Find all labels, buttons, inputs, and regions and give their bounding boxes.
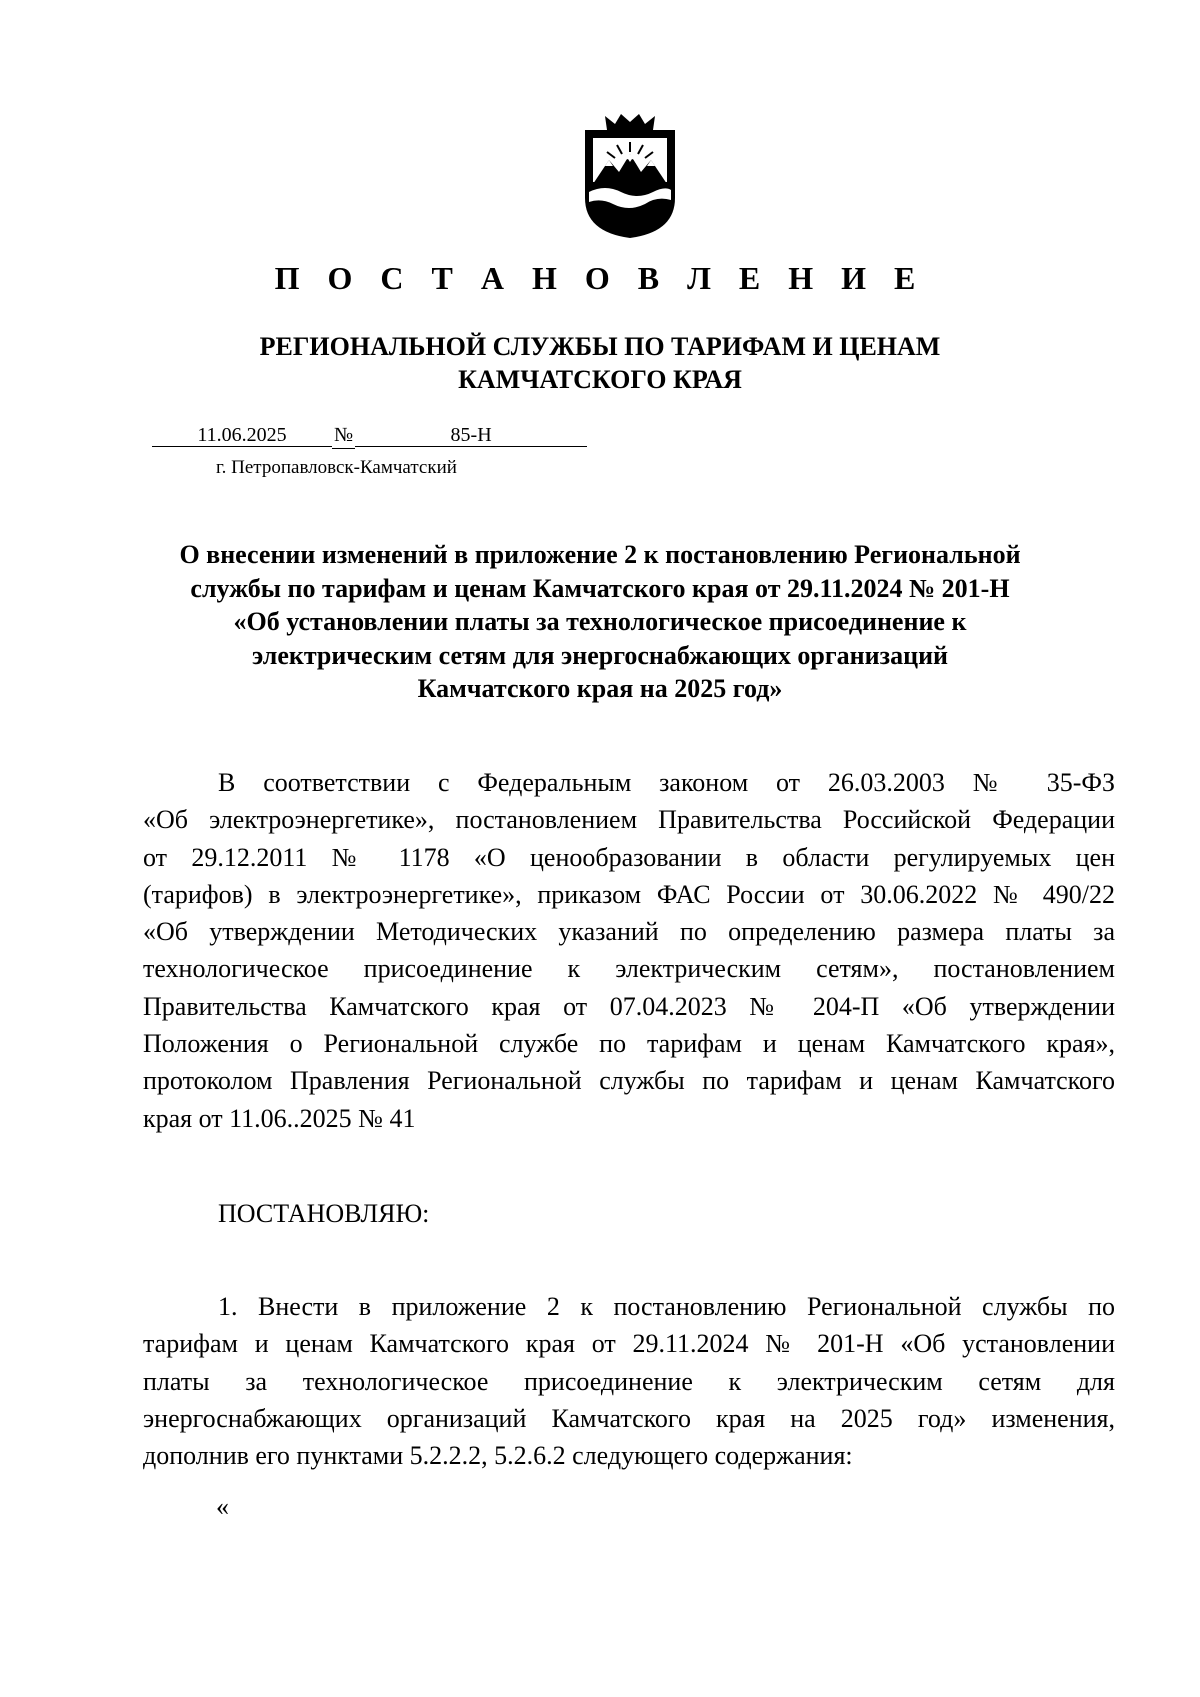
opening-quote: « <box>216 1492 229 1521</box>
document-number: 85-Н <box>355 424 587 447</box>
number-sign: № <box>332 422 355 449</box>
subject-line: службы по тарифам и ценам Камчатского края от 29.11.2024 № 201-Н <box>190 573 1010 603</box>
authority-line: КАМЧАТСКОГО КРАЯ <box>458 365 742 394</box>
kamchatka-coat-of-arms-icon <box>575 112 685 240</box>
preamble-line: (тарифов) в электроэнергетике», приказом ФАС России от 30.06.2022 № 490/22 <box>143 879 1115 909</box>
preamble-line: протоколом Правления Региональной службы по тарифам и ценам Камчатского <box>143 1066 1115 1096</box>
preamble-line: технологическое присоединение к электрическим сетям», постановлением <box>143 954 1115 984</box>
subject-line: Камчатского края на 2025 год» <box>417 674 783 703</box>
document-subject <box>0 538 1200 706</box>
resolve-word: ПОСТАНОВЛЯЮ: <box>218 1199 430 1228</box>
item-1-line: 1. Внести в приложение 2 к постановлению Региональной службы по <box>218 1292 1115 1321</box>
preamble-line: от 29.12.2011 № 1178 «О ценообразовании в области регулируемых цен <box>143 842 1115 872</box>
preamble-paragraph <box>143 764 1115 1137</box>
subject-line: «Об установлении платы за технологическое присоединение к <box>233 607 967 636</box>
preamble-line: «Об электроэнергетике», постановлением Правительства Российской Федерации <box>143 805 1115 835</box>
preamble-line: Правительства Камчатского края от 07.04.2023 № 204-П «Об утверждении <box>143 991 1115 1021</box>
authority-line: РЕГИОНАЛЬНОЙ СЛУЖБЫ ПО ТАРИФАМ И ЦЕНАМ <box>259 332 941 361</box>
preamble-line: В соответствии с Федеральным законом от 26.03.2003 № 35-ФЗ <box>218 768 1115 797</box>
document-city: г. Петропавловск-Камчатский <box>216 457 457 478</box>
item-1-line: тарифам и ценам Камчатского края от 29.11.2024 № 201-Н «Об установлении <box>143 1329 1115 1359</box>
preamble-line: Положения о Региональной службе по тарифам и ценам Камчатского края», <box>143 1029 1115 1059</box>
preamble-line: «Об утверждении Методических указаний по определению размера платы за <box>143 917 1115 947</box>
preamble-line: края от 11.06..2025 № 41 <box>143 1103 416 1133</box>
item-1-paragraph <box>143 1288 1115 1474</box>
issuing-authority <box>0 330 1200 396</box>
item-1-line: энергоснабжающих организаций Камчатского края на 2025 год» изменения, <box>143 1403 1115 1433</box>
date-number-line <box>152 422 587 449</box>
subject-line: электрическим сетям для энергоснабжающих организаций <box>251 640 949 670</box>
document-date: 11.06.2025 <box>152 424 332 447</box>
item-1-line: платы за технологическое присоединение к электрическим сетям для <box>143 1366 1115 1396</box>
document-type-heading: П О С Т А Н О В Л Е Н И Е <box>274 260 926 296</box>
item-1-line: дополнив его пунктами 5.2.2.2, 5.2.6.2 следующего содержания: <box>143 1441 853 1471</box>
subject-line: О внесении изменений в приложение 2 к постановлению Региональной <box>179 540 1021 569</box>
